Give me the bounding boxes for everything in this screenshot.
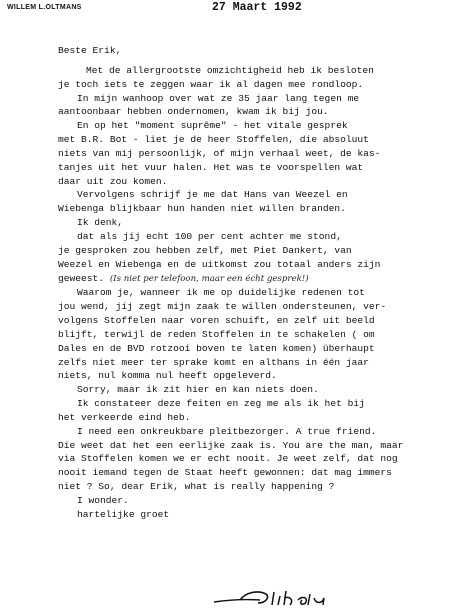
line-text: jou wend, jij zegt mijn zaak te willen ondersteunen, ver- <box>58 301 387 313</box>
line-text: Die weet dat het een eerlijke zaak is. You are the man, maar <box>58 439 404 451</box>
letter-line <box>58 230 448 244</box>
letter-line <box>58 397 448 411</box>
letter-line <box>58 466 448 480</box>
line-text: Vervolgens schrijf je me dat Hans van Weezel en <box>77 189 348 201</box>
letter-line <box>58 508 448 522</box>
letter-line <box>58 161 448 175</box>
letter-line <box>58 314 448 328</box>
letter-line <box>58 119 448 133</box>
letter-line <box>58 175 448 189</box>
line-text: niets van mij persoonlijk, of mijn verhaal weet, de kas- <box>58 147 381 159</box>
letter-body <box>58 44 448 522</box>
letter-line <box>58 216 448 230</box>
letter-line <box>58 452 448 466</box>
line-text: met B.R. Bot - liet je de heer Stoffelen, die absoluut <box>58 134 369 146</box>
line-text: tanjes uit het vuur halen. Het was te voorspellen wat <box>58 161 364 173</box>
letter-line <box>58 411 448 425</box>
letter-line <box>58 133 448 147</box>
line-text: Ik constateer deze feiten en zeg me als ik het bij <box>77 398 365 410</box>
line-text: blijft, terwijl de reden Stoffelen in te schakelen ( om <box>58 328 375 340</box>
letter-date: 27 Maart 1992 <box>212 1 302 14</box>
letter-line <box>58 369 448 383</box>
letter-line <box>58 480 448 494</box>
letter-line <box>58 272 448 287</box>
line-text: aantoonbaar hebben ondernomen, kwam ik bij jou. <box>58 106 329 118</box>
line-text: dat als jij echt 100 per cent achter me stond, <box>77 230 342 242</box>
handwritten-signature <box>210 588 385 610</box>
letter-line <box>58 64 448 78</box>
letter-line <box>58 425 448 439</box>
letter-line <box>58 147 448 161</box>
letter-line <box>58 92 448 106</box>
line-text: niets, nul komma nul heeft opgeleverd. <box>58 370 277 382</box>
salutation: Beste Erik, <box>58 45 122 56</box>
line-text: geweest. <box>58 272 105 284</box>
letter-line <box>58 328 448 342</box>
line-text: Ik denk, <box>77 217 124 229</box>
letter-line <box>58 78 448 92</box>
line-text: En op het "moment suprême" - het vitale gesprek <box>77 120 348 132</box>
line-text: daar uit zou komen. <box>58 175 168 187</box>
line-text: In mijn wanhoop over wat ze 35 jaar lang tegen me <box>77 92 360 104</box>
letter-line <box>58 494 448 508</box>
line-text: Wiebenga blijkbaar hun handen niet willen branden. <box>58 203 346 215</box>
letter-line <box>58 244 448 258</box>
letter-line <box>58 342 448 356</box>
line-text: zelfs niet meer ter sprake komt en althans in één jaar <box>58 356 369 368</box>
line-text: niet ? So, dear Erik, what is really happening ? <box>58 481 335 493</box>
letter-line <box>58 356 448 370</box>
line-text: Waarom je, wanneer ik me op duidelijke redenen tot <box>77 287 365 299</box>
letter-line <box>58 258 448 272</box>
handwritten-note: (Is niet per telefoon, maar een écht gesprek!) <box>109 273 309 284</box>
letter-line <box>58 202 448 216</box>
letter-line <box>58 105 448 119</box>
line-text: het verkeerde eind heb. <box>58 411 191 423</box>
line-text: I wonder. <box>77 495 129 506</box>
line-text: Weezel en Wiebenga en de uitkomst zou totaal anders zijn <box>58 258 381 270</box>
line-text: nooit iemand tegen de Staat heeft gewonnen: dat mag immers <box>58 467 392 479</box>
line-text: Sorry, maar ik zit hier en kan niets doen. <box>77 384 319 396</box>
line-text: via Stoffelen komen we er echt nooit. Je weet zelf, dat nog <box>58 453 398 465</box>
line-text: Dales en de BVD rotzooi boven te laten komen) überhaupt <box>58 342 375 354</box>
line-text: Met de allergrootste omzichtigheid heb ik besloten <box>86 64 374 76</box>
letter-line <box>58 300 448 314</box>
line-text: je gesproken zou hebben zelf, met Piet Dankert, van <box>58 244 352 256</box>
letter-line <box>58 439 448 453</box>
line-text: hartelijke groet <box>77 508 170 520</box>
line-text: I need een onkreukbare pleitbezorger. A true friend. <box>77 425 377 437</box>
line-text: volgens Stoffelen naar voren schuift, en zelf uit beeld <box>58 315 375 327</box>
letter-line <box>58 188 448 202</box>
letter-line <box>58 286 448 300</box>
line-text: je toch iets te zeggen waar ik al dagen mee rondloop. <box>58 78 364 90</box>
sender-name: WILLEM L.OLTMANS <box>7 4 82 11</box>
letter-line <box>58 383 448 397</box>
letter-lines <box>58 64 448 522</box>
